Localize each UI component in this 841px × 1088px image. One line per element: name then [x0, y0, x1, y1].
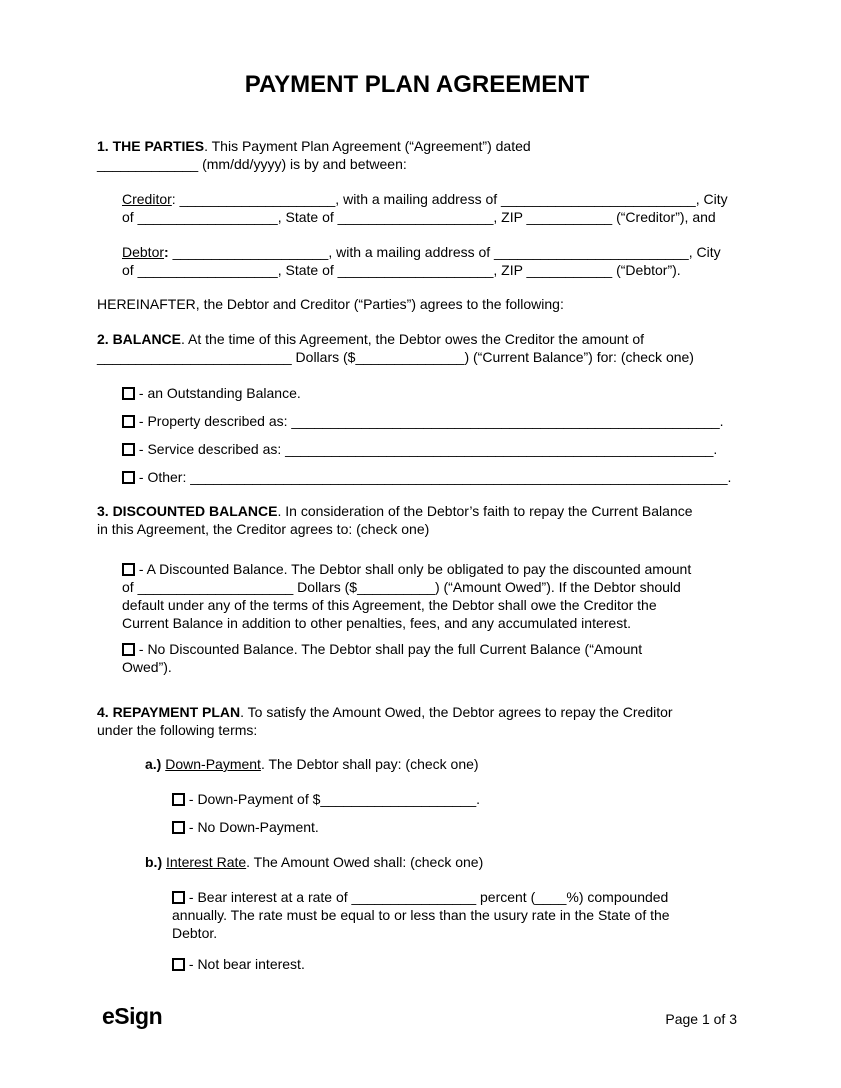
- text-line: [97, 137, 737, 155]
- text-line: [97, 502, 737, 520]
- text-line: [172, 955, 737, 973]
- text-run: . The Debtor shall pay: (check one): [260, 756, 479, 772]
- text-run: : ____________________, with a mailing address of _________________________, City: [171, 191, 728, 207]
- text-run: - Bear interest at a rate of ________________ percent (____%) compounded: [185, 889, 669, 905]
- text-line: [172, 924, 737, 942]
- document-footer: [102, 1003, 737, 1030]
- document-body: [97, 137, 737, 973]
- text-run: :: [164, 244, 169, 260]
- section-2-heading: [97, 330, 737, 366]
- balance-option-outstanding: [122, 384, 737, 402]
- text-run: Debtor: [122, 244, 165, 260]
- text-run: Debtor.: [172, 925, 218, 941]
- text-line: [97, 348, 737, 366]
- down-payment-option-amount: [172, 790, 737, 808]
- text-run: ____________________, with a mailing address of _________________________, City: [168, 244, 721, 260]
- text-line: [97, 295, 737, 313]
- down-payment-option-none: [172, 818, 737, 836]
- text-run: of __________________, State of ____________________, ZIP ___________ (“Creditor”), and: [122, 209, 716, 225]
- creditor-clause: [122, 190, 737, 226]
- section-4-heading: [97, 703, 737, 739]
- text-line: [122, 243, 737, 261]
- checkbox-icon: [122, 471, 135, 484]
- text-run: Current Balance in addition to other penalties, fees, and any accumulated interest.: [122, 615, 631, 631]
- hereinafter-clause: [97, 295, 737, 313]
- text-line: [97, 520, 737, 538]
- text-line: [97, 155, 737, 173]
- text-line: [145, 853, 737, 871]
- text-run: 2. BALANCE: [97, 331, 182, 347]
- text-run: . In consideration of the Debtor’s faith to repay the Current Balance: [277, 503, 693, 519]
- text-line: [172, 818, 737, 836]
- checkbox-icon: [172, 891, 185, 904]
- text-run: Interest Rate: [166, 854, 247, 870]
- checkbox-icon: [172, 821, 185, 834]
- text-run: a.): [145, 756, 162, 772]
- text-line: [122, 596, 737, 614]
- text-line: [97, 721, 737, 739]
- text-run: - Other: _____________________________________________________________________.: [135, 469, 732, 485]
- text-line: [122, 261, 737, 279]
- balance-option-property: [122, 412, 737, 430]
- checkbox-icon: [122, 415, 135, 428]
- text-run: - No Discounted Balance. The Debtor shall pay the full Current Balance (“Amount: [135, 641, 643, 657]
- text-run: - No Down-Payment.: [185, 819, 319, 835]
- text-run: in this Agreement, the Creditor agrees to: (check one): [97, 521, 430, 537]
- text-run: Owed”).: [122, 659, 172, 675]
- text-run: . This Payment Plan Agreement (“Agreement”) dated: [204, 138, 531, 154]
- text-run: - Service described as: _______________________________________________________.: [135, 441, 718, 457]
- text-run: Down-Payment: [165, 756, 261, 772]
- section-1-heading: [97, 137, 737, 173]
- text-run: - an Outstanding Balance.: [135, 385, 301, 401]
- text-run: Creditor: [122, 191, 172, 207]
- text-run: . To satisfy the Amount Owed, the Debtor agrees to repay the Creditor: [240, 704, 673, 720]
- discount-option-none: [122, 640, 737, 676]
- checkbox-icon: [172, 958, 185, 971]
- text-line: [172, 906, 737, 924]
- balance-option-other: [122, 468, 737, 486]
- text-run: of __________________, State of ____________________, ZIP ___________ (“Debtor”).: [122, 262, 681, 278]
- checkbox-icon: [122, 563, 135, 576]
- text-line: [122, 208, 737, 226]
- debtor-clause: [122, 243, 737, 279]
- section-3-heading: [97, 502, 737, 538]
- clause-a-down-payment: [145, 755, 737, 773]
- text-run: _____________ (mm/dd/yyyy) is by and between:: [97, 156, 407, 172]
- text-line: [122, 658, 737, 676]
- checkbox-icon: [122, 387, 135, 400]
- text-run: . At the time of this Agreement, the Debtor owes the Creditor the amount of: [181, 331, 645, 347]
- text-run: default under any of the terms of this Agreement, the Debtor shall owe the Creditor the: [122, 597, 657, 613]
- text-line: [122, 384, 737, 402]
- text-line: [172, 790, 737, 808]
- text-run: - Down-Payment of $____________________.: [185, 791, 480, 807]
- page-number-label: Page 1 of 3: [665, 1011, 737, 1027]
- esign-logo: eSign: [102, 1003, 163, 1029]
- text-run: - Not bear interest.: [185, 956, 305, 972]
- balance-option-service: [122, 440, 737, 458]
- interest-option-none: [172, 955, 737, 973]
- text-run: of ____________________ Dollars ($__________) (“Amount Owed”). If the Debtor should: [122, 579, 681, 595]
- text-run: HEREINAFTER, the Debtor and Creditor (“Parties”) agrees to the following:: [97, 296, 564, 312]
- text-run: 3. DISCOUNTED BALANCE: [97, 503, 278, 519]
- clause-b-interest-rate: [145, 853, 737, 871]
- document-title: PAYMENT PLAN AGREEMENT: [244, 71, 590, 98]
- text-line: [145, 755, 737, 773]
- text-line: [97, 330, 737, 348]
- text-line: [122, 560, 737, 578]
- discount-option-discounted: [122, 560, 737, 632]
- checkbox-icon: [172, 793, 185, 806]
- text-run: - Property described as: _______________________________________________________.: [135, 413, 724, 429]
- text-line: [172, 888, 737, 906]
- text-run: b.): [145, 854, 163, 870]
- text-line: [122, 468, 737, 486]
- text-run: under the following terms:: [97, 722, 258, 738]
- text-line: [122, 190, 737, 208]
- text-line: [122, 440, 737, 458]
- text-line: [122, 614, 737, 632]
- text-line: [97, 703, 737, 721]
- text-line: [122, 578, 737, 596]
- interest-option-bear: [172, 888, 737, 942]
- text-line: [122, 412, 737, 430]
- text-line: [122, 640, 737, 658]
- text-run: . The Amount Owed shall: (check one): [246, 854, 484, 870]
- checkbox-icon: [122, 443, 135, 456]
- text-run: 4. REPAYMENT PLAN: [97, 704, 241, 720]
- text-run: - A Discounted Balance. The Debtor shall only be obligated to pay the discounted amount: [135, 561, 692, 577]
- text-run: 1. THE PARTIES: [97, 138, 205, 154]
- checkbox-icon: [122, 643, 135, 656]
- text-run: annually. The rate must be equal to or less than the usury rate in the State of the: [172, 907, 670, 923]
- text-run: _________________________ Dollars ($______________) (“Current Balance”) for: (check one): [97, 349, 694, 365]
